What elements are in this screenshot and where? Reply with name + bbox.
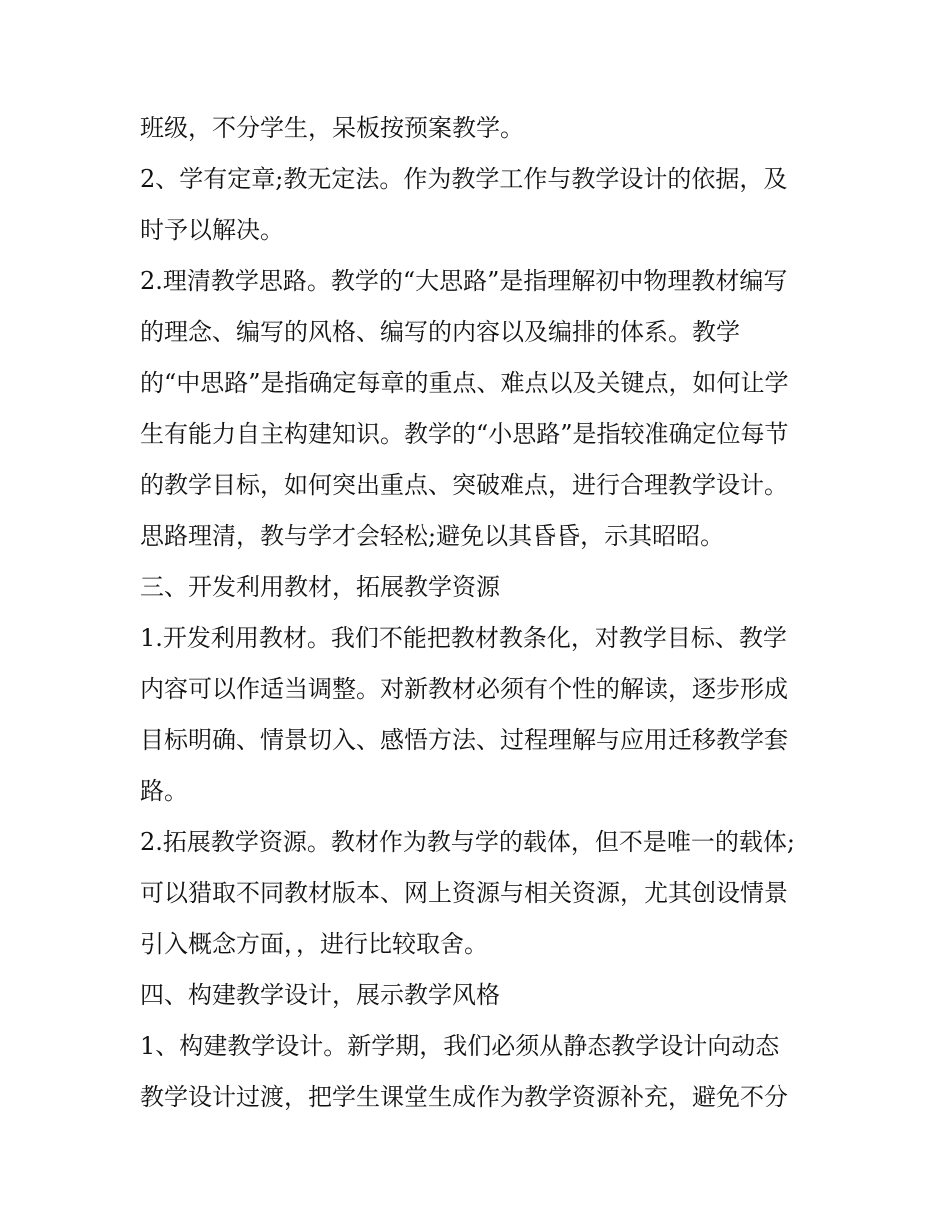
text-line: 2、学有定章;教无定法。作为教学工作与教学设计的依据，及: [140, 165, 788, 193]
body-text: [140, 103, 820, 1123]
text-line: 的“中思路”是指确定每章的重点、难点以及关键点，如何让学: [140, 369, 789, 397]
text-line: 2.拓展教学资源。教材作为教与学的载体，但不是唯一的载体;: [140, 828, 795, 856]
text-line: 1、构建教学设计。新学期，我们必须从静态教学设计向动态: [140, 1032, 780, 1060]
text-line: 时予以解决。: [140, 216, 284, 244]
text-line: 思路理清，教与学才会轻松;避免以其昏昏，示其昭昭。: [140, 522, 725, 550]
text-line: 可以猎取不同教材版本、网上资源与相关资源，尤其创设情景: [140, 879, 788, 907]
text-line: 目标明确、情景切入、感悟方法、过程理解与应用迁移教学套: [140, 726, 788, 754]
section-heading: 四、构建教学设计，展示教学风格: [140, 981, 500, 1009]
section-heading: 三、开发利用教材，拓展教学资源: [140, 573, 500, 601]
text-line: 教学设计过渡，把学生课堂生成作为教学资源补充，避免不分: [140, 1083, 788, 1111]
text-line: 引入概念方面，，进行比较取舍。: [140, 930, 488, 958]
text-line: 生有能力自主构建知识。教学的“小思路”是指较准确定位每节: [140, 420, 789, 448]
text-line: 班级，不分学生，呆板按预案教学。: [140, 114, 524, 142]
text-line: 的教学目标，如何突出重点、突破难点，进行合理教学设计。: [140, 471, 788, 499]
text-line: 2.理清教学思路。教学的“大思路”是指理解初中物理教材编写: [140, 267, 788, 295]
text-line: 1.开发利用教材。我们不能把教材教条化，对教学目标、教学: [140, 624, 787, 652]
text-line: 路。: [140, 777, 188, 805]
text-line: 的理念、编写的风格、编写的内容以及编排的体系。教学: [140, 318, 740, 346]
text-line: 内容可以作适当调整。对新教材必须有个性的解读，逐步形成: [140, 675, 788, 703]
